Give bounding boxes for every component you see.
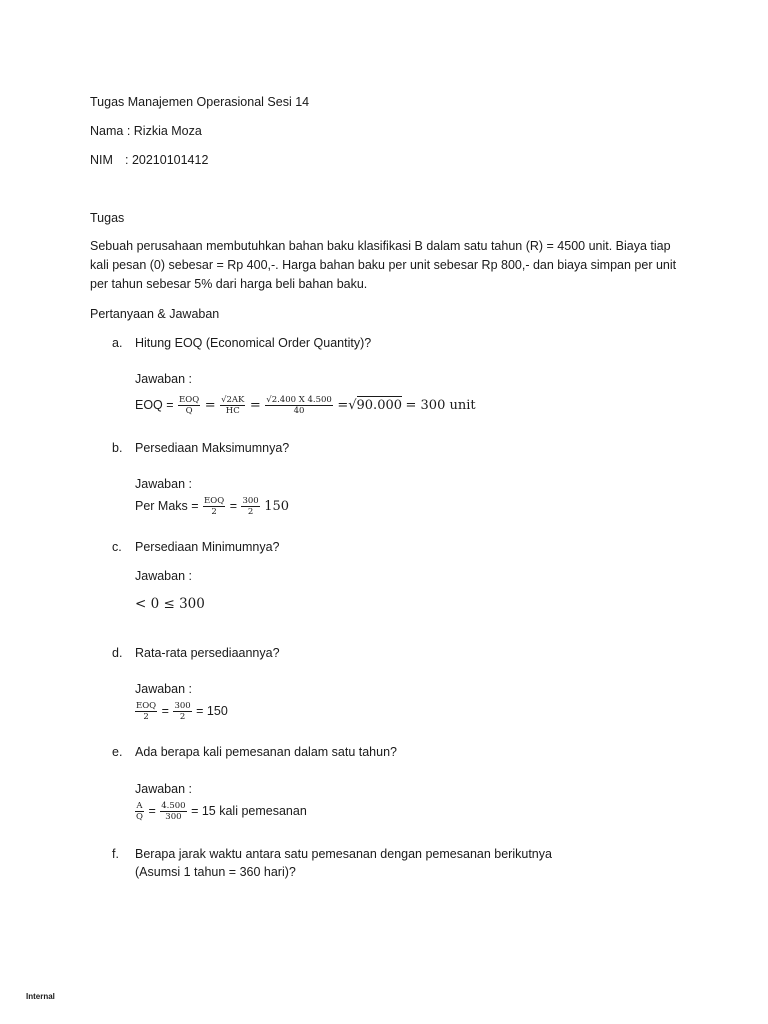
question-a-text: Hitung EOQ (Economical Order Quantity)? xyxy=(135,336,372,350)
fraction-numerator: EOQ xyxy=(179,395,200,406)
task-line: kali pesan (0) sebesar = Rp 400,-. Harga bahan baku per unit sebesar Rp 800,- dan biaya simpan per unit xyxy=(90,258,677,272)
question-marker-d: d. xyxy=(112,646,123,660)
max-stock-lhs: Per Maks = xyxy=(135,499,199,513)
fraction-eoq-over-2 xyxy=(135,701,157,722)
fraction-numerator: 300 xyxy=(242,496,259,507)
classification-label: Internal xyxy=(26,992,55,1001)
question-f-assumption: (Asumsi 1 tahun = 360 hari)? xyxy=(135,865,296,879)
task-line: Sebuah perusahaan membutuhkan bahan baku klasifikasi B dalam satu tahun (R) = 4500 unit. Biaya tiap xyxy=(90,239,671,253)
task-paragraph xyxy=(90,237,690,294)
sqrt-radicand: 90.000 xyxy=(356,398,403,413)
fraction-numerator: 300 xyxy=(174,701,191,712)
fraction-a-over-q xyxy=(135,801,144,822)
fraction-300-over-2 xyxy=(241,496,259,517)
min-stock-result: < 0 ≤ 300 xyxy=(135,596,205,612)
answer-label-d: Jawaban : xyxy=(135,682,192,696)
fraction-denominator: HC xyxy=(225,406,240,417)
eoq-lhs: EOQ = xyxy=(135,398,174,412)
fraction-numerator: A xyxy=(136,801,143,812)
fraction-4500-over-300 xyxy=(160,801,186,822)
equals-sign: = xyxy=(161,704,169,718)
average-stock-result: = 150 xyxy=(196,704,228,718)
task-line: per tahun sebesar 5% dari harga beli bahan baku. xyxy=(90,277,368,291)
fraction-denominator: 2 xyxy=(179,712,186,723)
fraction-eoq-over-q xyxy=(178,395,200,416)
order-frequency-result: = 15 kali pemesanan xyxy=(191,804,307,818)
fraction-eoq-over-2 xyxy=(203,496,225,517)
order-frequency-formula xyxy=(135,798,307,824)
fraction-denominator: 300 xyxy=(165,812,182,823)
question-e-text: Ada berapa kali pemesanan dalam satu tahun? xyxy=(135,745,397,759)
fraction-denominator: 2 xyxy=(143,712,149,723)
nim-value: : 20210101412 xyxy=(125,153,209,167)
question-f-text: Berapa jarak waktu antara satu pemesanan dengan pemesanan berikutnya xyxy=(135,847,552,861)
equals-sign: = xyxy=(204,398,216,413)
task-heading: Tugas xyxy=(90,211,125,225)
question-marker-f: f. xyxy=(112,847,119,861)
fraction-denominator: 40 xyxy=(293,406,305,417)
answer-label-a: Jawaban : xyxy=(135,372,192,386)
question-d-text: Rata-rata persediaannya? xyxy=(135,646,280,660)
equals-sign: = xyxy=(148,804,156,818)
sqrt-symbol: √ xyxy=(348,398,357,413)
document-title: Tugas Manajemen Operasional Sesi 14 xyxy=(90,95,310,109)
fraction-2ak-over-hc xyxy=(220,395,245,416)
eoq-result: = 300 unit xyxy=(405,398,476,413)
question-marker-b: b. xyxy=(112,441,123,455)
fraction-numerator: EOQ xyxy=(136,701,157,712)
max-stock-result: 150 xyxy=(264,499,290,514)
question-marker-e: e. xyxy=(112,745,123,759)
student-name: Nama : Rizkia Moza xyxy=(90,124,202,138)
question-marker-c: c. xyxy=(112,540,122,554)
answer-label-e: Jawaban : xyxy=(135,782,192,796)
question-marker-a: a. xyxy=(112,336,123,350)
eoq-formula xyxy=(135,392,476,419)
fraction-300-over-2 xyxy=(173,701,191,722)
fraction-numerator: √2.400 X 4.500 xyxy=(266,395,332,406)
max-stock-formula xyxy=(135,493,289,520)
fraction-denominator: Q xyxy=(136,812,143,823)
equals-sign: = xyxy=(249,398,261,413)
fraction-denominator: Q xyxy=(185,406,193,417)
qa-heading: Pertanyaan & Jawaban xyxy=(90,307,220,321)
average-stock-formula xyxy=(135,698,228,724)
fraction-denominator: 2 xyxy=(247,507,254,518)
nim-label: NIM xyxy=(90,153,113,167)
question-c-text: Persediaan Minimumnya? xyxy=(135,540,280,554)
fraction-numerator: 4.500 xyxy=(161,801,186,812)
answer-label-b: Jawaban : xyxy=(135,477,192,491)
fraction-denominator: 2 xyxy=(211,507,217,518)
fraction-numerator: EOQ xyxy=(204,496,225,507)
equals-sign: = xyxy=(337,398,349,413)
equals-sign: = xyxy=(229,499,237,513)
fraction-substitution xyxy=(265,395,333,416)
fraction-numerator: √2AK xyxy=(221,395,245,406)
question-b-text: Persediaan Maksimumnya? xyxy=(135,441,290,455)
answer-label-c: Jawaban : xyxy=(135,569,192,583)
